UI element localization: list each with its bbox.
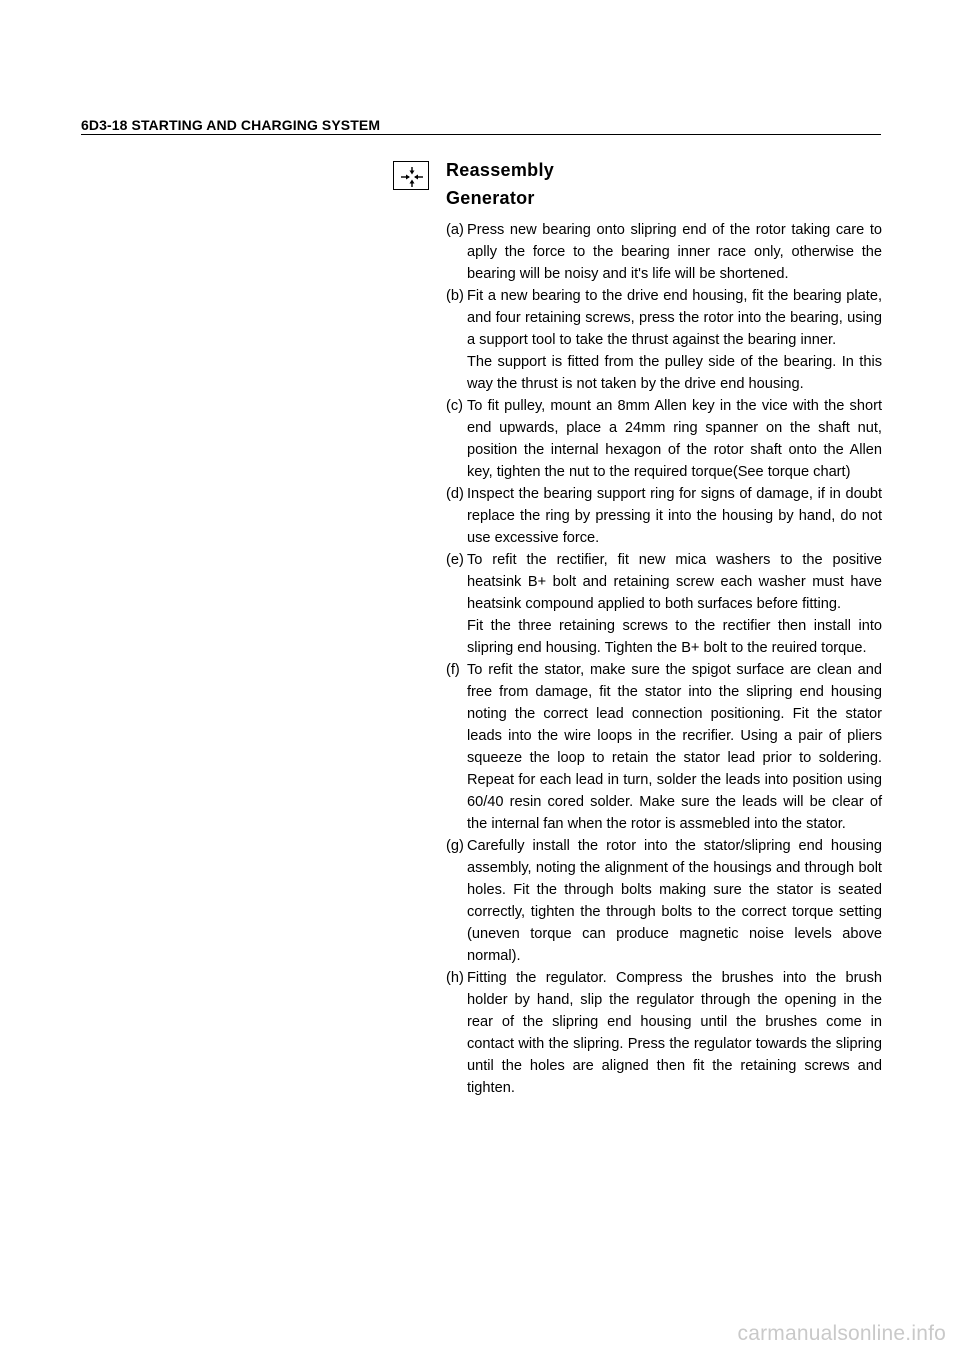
step-item	[446, 395, 882, 483]
step-item	[446, 967, 882, 1099]
section-subtitle: Generator	[446, 188, 535, 208]
step-text: Press new bearing onto slipring end of the rotor taking care to aplly the force to the bearing inner race only, otherwise the bearing will be noisy and it's life will be shortened.	[467, 222, 882, 282]
step-letter: (a)	[446, 222, 464, 238]
step-item	[446, 219, 882, 285]
section-title: Reassembly	[446, 160, 555, 180]
step-item	[446, 549, 882, 659]
step-letter: (f)	[446, 662, 460, 678]
step-item	[446, 835, 882, 967]
step-item	[446, 659, 882, 835]
step-letter: (e)	[446, 552, 464, 568]
step-text: To refit the rectifier, fit new mica washers to the positive heatsink B+ bolt and retaining screw each washer must have heatsink compound applied to both surfaces before fitting.	[467, 552, 882, 612]
step-text: To refit the stator, make sure the spigot surface are clean and free from damage, fit the stator into the slipring end housing noting the correct lead connection positioning. Fit the stator leads into the wire loops in the recrifier. Using a pair of pliers squeeze the loop to retain the stator lead prior to soldering. Repeat for each lead in turn, solder the leads into position using 60/40 resin cored solder. Make sure the leads will be clear of the internal fan when the rotor is assmebled into the stator.	[467, 662, 882, 832]
step-letter: (b)	[446, 288, 464, 304]
step-item	[446, 285, 882, 395]
step-text: Inspect the bearing support ring for signs of damage, if in doubt replace the ring by pressing it into the housing by hand, do not use excessive force.	[467, 486, 882, 546]
page-header: 6D3-18 STARTING AND CHARGING SYSTEM	[81, 117, 381, 133]
step-letter: (c)	[446, 398, 464, 414]
step-text: The support is fitted from the pulley side of the bearing. In this way the thrust is not taken by the drive end housing.	[467, 354, 882, 392]
watermark: carmanualsonline.info	[737, 1322, 946, 1345]
step-text: To fit pulley, mount an 8mm Allen key in the vice with the short end upwards, place a 24mm ring spanner on the shaft nut, position the internal hexagon of the rotor shaft onto the Allen key, tighten the nut to the required torque(See torque chart)	[467, 398, 882, 480]
step-text: Carefully install the rotor into the stator/slipring end housing assembly, noting the alignment of the housings and through bolt holes. Fit the through bolts making sure the stator is seated correctly, tighten the through bolts to the correct torque setting (uneven torque can produce magnetic noise levels above normal).	[467, 838, 882, 964]
header-divider	[81, 134, 881, 135]
step-item	[446, 483, 882, 549]
step-text: Fit the three retaining screws to the rectifier then install into slipring end housing. Tighten the B+ bolt to the reuired torque.	[467, 618, 882, 656]
reassembly-arrows-icon	[393, 161, 429, 190]
reassembly-steps	[446, 219, 882, 1099]
step-letter: (h)	[446, 970, 464, 986]
step-letter: (d)	[446, 486, 464, 502]
step-text: Fitting the regulator. Compress the brushes into the brush holder by hand, slip the regulator through the opening in the rear of the slipring end housing until the brushes come in contact with the slipring. Press the regulator towards the slipring until the holes are aligned then fit the retaining screws and tighten.	[467, 970, 882, 1096]
step-letter: (g)	[446, 838, 464, 854]
step-text: Fit a new bearing to the drive end housing, fit the bearing plate, and four retaining screws, press the rotor into the bearing, using a support tool to take the thrust against the bearing inner.	[467, 288, 882, 348]
